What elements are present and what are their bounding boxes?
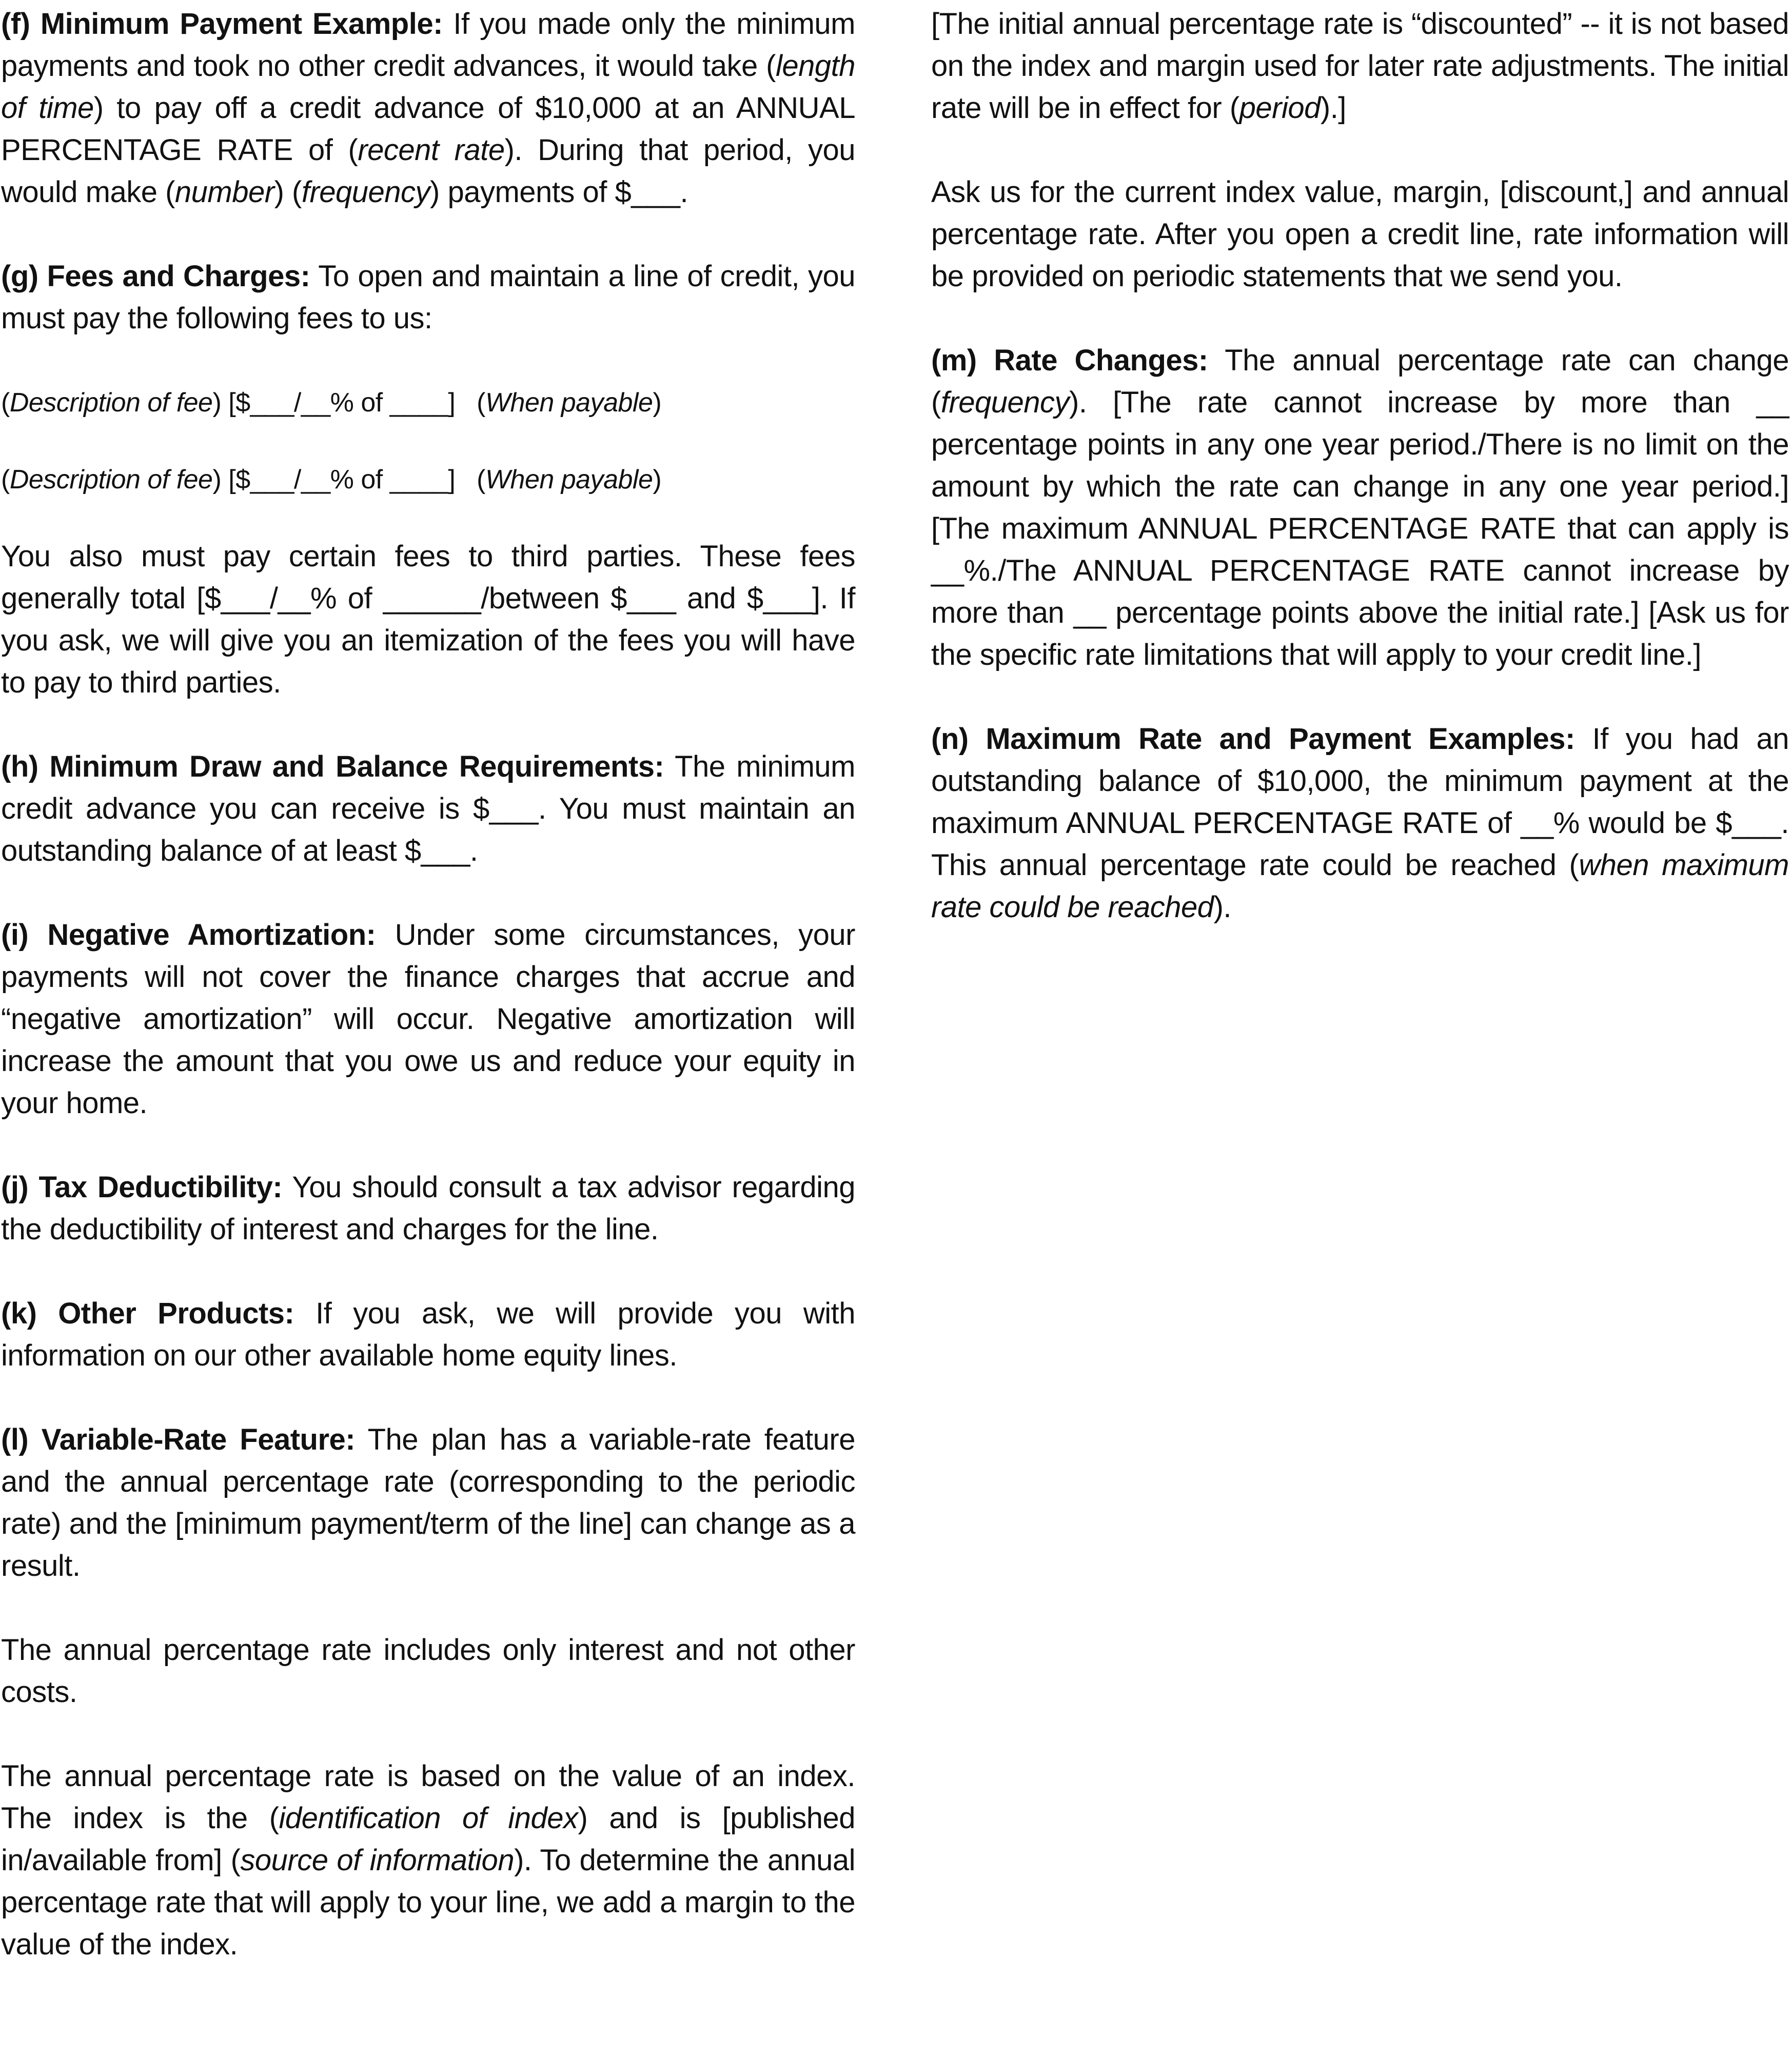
placeholder-identification-of-index: identification of index bbox=[279, 1802, 578, 1835]
apr-includes-interest: The annual percentage rate includes only interest and not other costs. bbox=[1, 1633, 855, 1709]
section-g-heading: (g) Fees and Charges: bbox=[1, 260, 310, 293]
fee-amount: [$___/__% of ____] bbox=[228, 388, 456, 418]
section-f-text: If you made only the minimum payments and took no other credit advances, it would take ( bbox=[1, 7, 855, 83]
index-text: The annual percentage rate is based on the value of an index. The index is the ( bbox=[1, 1759, 855, 1835]
section-f-minimum-payment-example bbox=[1, 3, 855, 213]
fee-row-1: (Description of fee) [$___/__% of ____] (When payable) bbox=[1, 388, 662, 418]
section-i-heading: (i) Negative Amortization: bbox=[1, 918, 376, 952]
fee-description: Description of fee bbox=[9, 465, 213, 494]
index-text: ). To determine the annual percentage rate that will apply to your line, we add a margin to the value of the index. bbox=[1, 1844, 855, 1961]
section-j-heading: (j) Tax Deductibility: bbox=[1, 1171, 283, 1204]
section-h-minimum-draw bbox=[1, 746, 855, 872]
section-j-text: You should consult a tax advisor regarding the deductibility of interest and charges for the line. bbox=[1, 1171, 856, 1246]
section-l-heading: (l) Variable-Rate Feature: bbox=[1, 1423, 356, 1456]
section-i-negative-amortization bbox=[1, 914, 855, 1124]
placeholder-length-of-time: length of time bbox=[1, 49, 855, 125]
fee-description: Description of fee bbox=[9, 388, 213, 418]
fee-when-payable: When payable bbox=[485, 465, 653, 494]
index-text: ) and is [published in/available from] ( bbox=[1, 1802, 855, 1877]
placeholder-frequency: frequency bbox=[940, 386, 1070, 419]
placeholder-frequency: frequency bbox=[301, 175, 430, 209]
apr-index-paragraph bbox=[1, 1755, 855, 1966]
section-h-text: The minimum credit advance you can receive is $___. You must maintain an outstanding balance of at least $___. bbox=[1, 750, 855, 867]
section-f-text: ) payments of $___. bbox=[430, 175, 688, 209]
section-m-text: The annual percentage rate can change ( bbox=[931, 344, 1789, 419]
section-g-fees-and-charges bbox=[1, 255, 855, 340]
section-l-text: The plan has a variable-rate feature and the annual percentage rate (corresponding to the periodic rate) and the [minimum payment/term of the line] can change as a result. bbox=[1, 1423, 855, 1582]
ask-us-paragraph: Ask us for the current index value, margin, [discount,] and annual percentage rate. After you open a credit line, rate information will be provided on periodic statements that we send you. bbox=[931, 175, 1789, 293]
section-n-heading: (n) Maximum Rate and Payment Examples: bbox=[931, 722, 1575, 756]
section-k-text: If you ask, we will provide you with information on our other available home equity lines. bbox=[1, 1297, 855, 1372]
section-i-text: Under some circumstances, your payments will not cover the finance charges that accrue and “negative amortization” will occur. Negative amortization will increase the amount that you owe us and reduce your equity in your home. bbox=[1, 918, 855, 1120]
section-f-text: ) to pay off a credit advance of $10,000 at an ANNUAL PERCENTAGE RATE of ( bbox=[1, 91, 855, 167]
right-column bbox=[931, 3, 1789, 971]
section-g-text: To open and maintain a line of credit, you must pay the following fees to us: bbox=[1, 260, 855, 335]
left-column bbox=[1, 3, 855, 2008]
third-party-fees: You also must pay certain fees to third parties. These fees generally total [$___/__% of ______/between $___ and $___]. If you ask, we will give you an itemization of the fees you will have to pay to third parties. bbox=[1, 540, 855, 699]
section-n-text: If you had an outstanding balance of $10,000, the minimum payment at the maximum ANNUAL PERCENTAGE RATE of __% would be $___. This annual percentage rate could be reached ( bbox=[931, 722, 1789, 882]
placeholder-number: number bbox=[174, 175, 274, 209]
section-m-heading: (m) Rate Changes: bbox=[931, 344, 1208, 377]
placeholder-when-maximum-rate: when maximum rate could be reached bbox=[931, 848, 1789, 924]
discount-text: [The initial annual percentage rate is “discounted” -- it is not based on the index and margin used for later rate adjustments. The initial rate will be in effect for ( bbox=[931, 7, 1789, 125]
fee-amount: [$___/__% of ____] bbox=[228, 465, 456, 494]
section-f-heading: (f) Minimum Payment Example: bbox=[1, 7, 443, 41]
fee-when-payable: When payable bbox=[485, 388, 653, 418]
placeholder-recent-rate: recent rate bbox=[358, 133, 505, 167]
section-f-text: ) ( bbox=[274, 175, 302, 209]
placeholder-period: period bbox=[1239, 91, 1321, 125]
section-k-other-products bbox=[1, 1293, 855, 1377]
section-f-text: ). During that period, you would make ( bbox=[1, 133, 855, 209]
section-m-rate-changes bbox=[931, 340, 1789, 676]
section-k-heading: (k) Other Products: bbox=[1, 1297, 294, 1330]
placeholder-source-of-information: source of information bbox=[240, 1844, 515, 1877]
section-j-tax-deductibility bbox=[1, 1166, 855, 1251]
section-m-text: ). [The rate cannot increase by more than __ percentage points in any one year period./There is no limit on the amount by which the rate can change in any one year period.] [The maximum ANNUAL PERCENTAGE RATE that can apply is __%./The ANNUAL PERCENTAGE RATE cannot increase by more than __ percentage points above the initial rate.] [Ask us for the specific rate limitations that will apply to your credit line.] bbox=[931, 386, 1789, 671]
section-n-text: ). bbox=[1213, 891, 1231, 924]
section-h-heading: (h) Minimum Draw and Balance Requirements: bbox=[1, 750, 664, 783]
discounted-rate-paragraph bbox=[931, 3, 1789, 129]
discount-text: ).] bbox=[1320, 91, 1346, 125]
section-l-variable-rate bbox=[1, 1419, 855, 1587]
fee-row-2: (Description of fee) [$___/__% of ____] (When payable) bbox=[1, 465, 662, 494]
section-n-maximum-rate-examples bbox=[931, 718, 1789, 928]
